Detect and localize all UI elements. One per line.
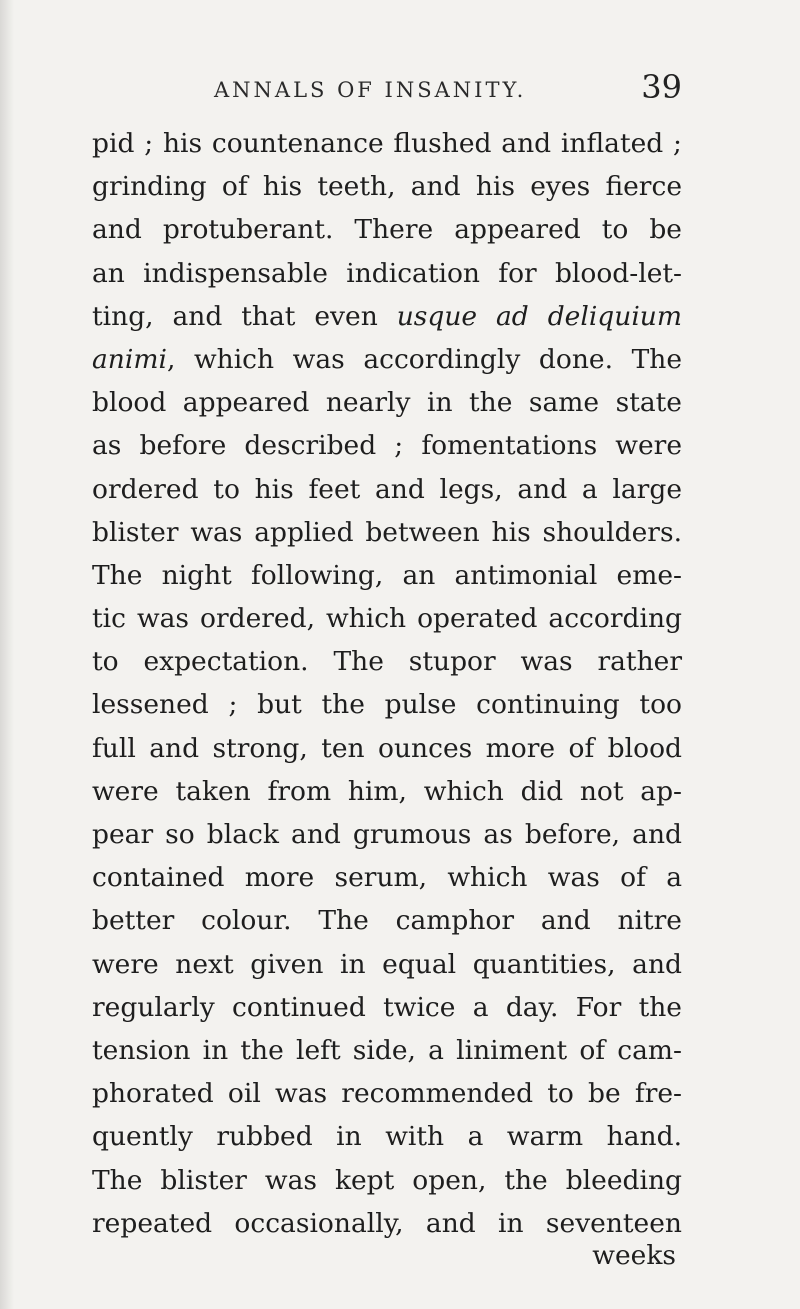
- page-header: [92, 68, 682, 118]
- text-line-17: pear so black and grumous as before, and: [92, 819, 682, 850]
- catchword: weeks: [592, 1240, 676, 1271]
- text-line-12: tic was ordered, which operated according: [92, 603, 682, 635]
- text-line-13: to expectation. The stupor was rather: [92, 646, 682, 678]
- text-line-7: blood appeared nearly in the same state: [92, 387, 682, 419]
- text-line-3: and protuberant. There appeared to be: [92, 214, 682, 246]
- text-line-11: The night following, an antimonial eme-: [92, 559, 682, 591]
- text-line-4: an indispensable indication for blood-let-: [92, 257, 682, 289]
- text-line-6: [92, 338, 682, 381]
- text-line-15: full and strong, ten ounces more of blood: [92, 732, 682, 764]
- text-line-18: contained more serum, which was of a: [92, 862, 682, 894]
- text-line-21: regularly continued twice a day. For the: [92, 991, 682, 1023]
- text-line-14: lessened ; but the pulse continuing too: [92, 689, 682, 721]
- text-line-22: tension in the left side, a liniment of cam-: [92, 1034, 682, 1066]
- text-line-8: as before described ; fomentations were: [92, 430, 682, 462]
- page-number: 39: [641, 68, 682, 106]
- text-line-16: were taken from him, which did not ap-: [92, 775, 682, 807]
- text-line-2: grinding of his teeth, and his eyes fierce: [92, 171, 682, 203]
- text-line-5-roman: ting, and that even: [92, 300, 397, 332]
- text-line-6-roman: , which was accordingly done. The: [166, 343, 682, 375]
- text-line-1: pid ; his countenance flushed and inflated ;: [92, 128, 682, 159]
- text-line-25: The blister was kept open, the bleeding: [92, 1164, 682, 1196]
- text-line-5-italic: usque ad deliquium: [396, 300, 683, 332]
- text-line-9: ordered to his feet and legs, and a large: [92, 473, 682, 505]
- text-line-24: quently rubbed in with a warm hand.: [92, 1121, 682, 1153]
- running-title: ANNALS OF INSANITY.: [214, 78, 527, 102]
- text-line-10: blister was applied between his shoulders.: [92, 516, 682, 548]
- page-gutter-shadow: [0, 0, 14, 1309]
- text-line-20: were next given in equal quantities, and: [92, 948, 682, 980]
- text-line-6-italic: animi: [92, 343, 167, 375]
- body-text: [92, 122, 682, 1245]
- text-line-5: [92, 295, 682, 338]
- text-line-26: repeated occasionally, and in seventeen: [92, 1207, 682, 1239]
- text-line-19: better colour. The camphor and nitre: [92, 905, 682, 937]
- text-line-23: phorated oil was recommended to be fre-: [92, 1078, 682, 1110]
